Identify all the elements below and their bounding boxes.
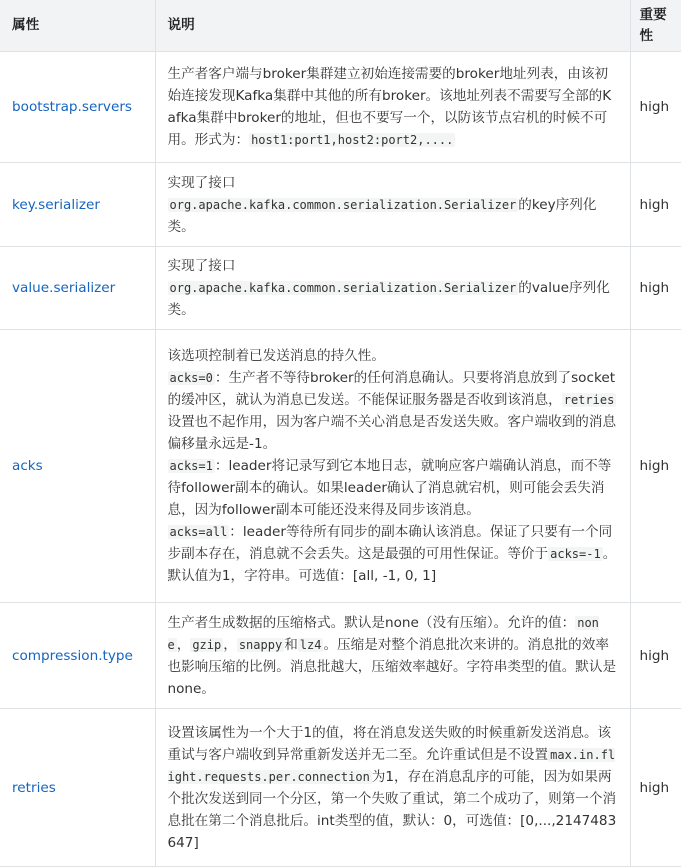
table-row [0,330,681,603]
inline-code: max.in.flight.requests.per.connection [167,747,616,784]
description-text: 设置也不起作用，因为客户端不关心消息是否发送失败。客户端收到的消息偏移量永远是-1。 [167,414,617,452]
importance-value: high [630,330,681,603]
description-text: ：leader将记录写到它本地日志，就响应客户端确认消息，而不等待follower副本的确认。如果leader确认了消息就宕机，则可能会丢失消息，因为follower副本可能还没来得及同步该消息。 [167,458,612,518]
description-text: 。默认值为1，字符串。可选值：[all, -1, 0, 1] [167,546,617,584]
description-text: ， [223,636,237,653]
header-description: 说明 [155,0,630,52]
table-row [0,163,681,247]
inline-code: host1:port1,host2:port2,.... [251,133,454,147]
header-property: 属性 [0,0,155,52]
inline-code: acks=-1 [550,547,601,561]
header-importance-line2: 性 [639,27,654,44]
description-text: 的value序列化类。 [167,280,610,318]
importance-value: high [630,52,681,163]
inline-code: none [167,615,599,652]
table-row [0,52,681,163]
description-text: 该选项控制着已发送消息的持久性。 [167,348,385,364]
importance-value: high [630,709,681,867]
description-text: 生产者客户端与broker集群建立初始连接需要的broker地址列表，由该初始连接发现Kafka集群中其他的所有broker。该地址列表不需要写全部的Kafka集群中broker的地址，但也不要写一个，以防该节点宕机的时候不可用。形式为： [167,66,612,148]
table-row [0,603,681,709]
inline-code: snappy [238,637,283,652]
property-description [155,163,630,247]
description-text: 。压缩是对整个消息批次来讲的。消息批的效率也影响压缩的比例。消息批越大，压缩效率越好。字符串类型的值。默认是none。 [167,636,617,697]
inline-code: org.apache.kafka.common.serialization.Serializer [169,197,517,212]
inline-code: acks=0 [169,371,213,385]
importance-value: high [630,603,681,709]
property-description [155,52,630,163]
table-row [0,709,681,867]
table-header-row [0,0,681,52]
property-description [155,330,630,603]
description-text: ， [176,636,191,653]
description-text: 实现了接口 [167,174,236,191]
inline-code: acks=1 [169,459,213,473]
description-text: ：生产者不等待broker的任何消息确认。只要将消息放到了socket的缓冲区，就认为消息已发送。不能保证服务器是否收到该消息， [167,370,616,408]
inline-code: lz4 [299,637,322,652]
importance-value: high [630,247,681,330]
description-text: 的key序列化类。 [167,196,597,235]
description-text: 和 [284,636,298,653]
property-name: key.serializer [0,163,155,247]
description-text: ：leader等待所有同步的副本确认该消息。保证了只要有一个同步副本存在，消息就不会丢失。这是最强的可用性保证。等价于 [167,524,613,562]
property-name: acks [0,330,155,603]
description-text: 设置该属性为一个大于1的值，将在消息发送失败的时候重新发送消息。该重试与客户端收到异常重新发送并无二至。允许重试但是不设置 [167,724,612,763]
importance-value: high [630,163,681,247]
description-text: 为1，存在消息乱序的可能，因为如果两个批次发送到同一个分区，第一个失败了重试，第二个成功了，则第一个消息批在第二个消息批后。int类型的值，默认：0，可选值：[0,...,2147483647] [167,768,617,851]
inline-code: gzip [192,637,222,652]
property-name: compression.type [0,603,155,709]
description-text: 生产者生成数据的压缩格式。默认是none（没有压缩）。允许的值： [167,614,576,631]
property-description [155,603,630,709]
inline-code: acks=all [169,525,228,539]
description-text: 实现了接口 [167,258,236,274]
inline-code: org.apache.kafka.common.serialization.Serializer [169,281,517,295]
property-name: value.serializer [0,247,155,330]
header-importance-line1: 重要 [639,6,667,23]
property-name: retries [0,709,155,867]
property-description [155,709,630,867]
inline-code: retries [563,393,615,407]
property-name: bootstrap.servers [0,52,155,163]
property-description [155,247,630,330]
table-row [0,247,681,330]
header-importance [630,0,681,52]
